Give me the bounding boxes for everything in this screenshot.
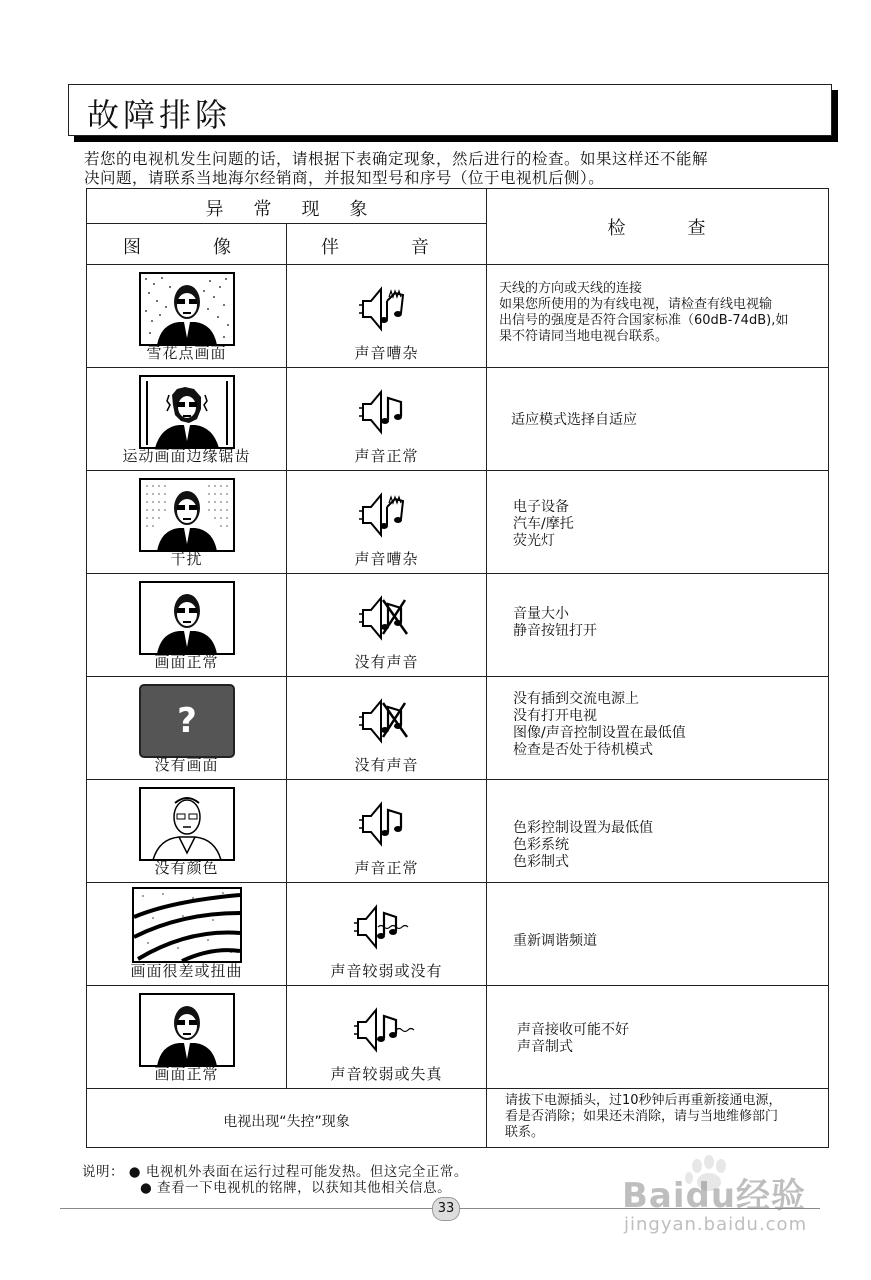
check-item: 色彩制式: [513, 854, 569, 870]
table-row: [87, 883, 829, 986]
picture-label: 雪花点画面: [146, 344, 227, 362]
troubleshooting-table: [86, 188, 829, 1148]
sound-label: 声音嘈杂: [354, 550, 419, 568]
check-cell: [487, 677, 829, 780]
check-list: [513, 933, 597, 950]
check-item: 检查是否处于待机模式: [513, 742, 653, 758]
header-abnormal-label: 异常现象: [205, 199, 398, 220]
watermark-url: jingyan.baidu.com: [624, 1214, 808, 1235]
check-item: 色彩控制设置为最低值: [513, 820, 653, 836]
picture-label: 画面正常: [154, 1065, 219, 1083]
check-cell: [487, 471, 829, 574]
sound-label: 声音正常: [354, 859, 419, 877]
dotted-face-icon: [139, 478, 235, 552]
page-title: 故障排除: [87, 96, 232, 134]
check-item: 看是否消除；如果还未消除，请与当地维修部门: [505, 1109, 779, 1124]
picture-cell: [87, 986, 287, 1089]
table-row: [87, 471, 829, 574]
check-item: 没有打开电视: [513, 708, 597, 724]
check-item: 出信号的强度是否符合国家标准（60dB-74dB),如: [499, 313, 789, 328]
sound-cell: [287, 986, 487, 1089]
normal-face-icon: [139, 993, 235, 1067]
picture-cell: [87, 677, 287, 780]
title-box: [68, 84, 832, 136]
header-picture: [87, 224, 287, 265]
distorted-stripes-icon: [132, 887, 242, 963]
table-row: [87, 368, 829, 471]
check-item: 重新调谐频道: [513, 933, 597, 949]
bullet-icon: ●: [140, 1180, 153, 1196]
noisy-speaker-icon: [357, 279, 417, 339]
check-item: 音量大小: [513, 606, 569, 622]
intro-line: 若您的电视机发生问题的话，请根据下表确定现象，然后进行的检查。如果这样还不能解: [84, 150, 709, 168]
check-item: 没有插到交流电源上: [513, 691, 639, 707]
header-picture-label: 图 像: [123, 237, 231, 258]
table-row: [87, 574, 829, 677]
check-item: 电子设备: [513, 499, 569, 515]
muted-speaker-icon: [357, 691, 417, 751]
picture-label: 没有画面: [154, 756, 219, 774]
picture-label: 画面很差或扭曲: [130, 962, 243, 980]
sound-label: 声音较弱或没有: [330, 962, 443, 980]
check-item: 天线的方向或天线的连接: [499, 281, 643, 296]
symptom-label: 电视出现“失控”现象: [223, 1114, 350, 1130]
table-row: [87, 677, 829, 780]
check-cell: [487, 883, 829, 986]
sound-label: 没有声音: [354, 756, 419, 774]
header-sound: [287, 224, 487, 265]
jagged-face-icon: [139, 375, 235, 449]
picture-cell: [87, 574, 287, 677]
picture-cell: [87, 368, 287, 471]
check-cell: [487, 574, 829, 677]
picture-cell: [87, 883, 287, 986]
sound-cell: [287, 368, 487, 471]
check-item: 请拔下电源插头，过10秒钟后再重新接通电源，: [505, 1093, 782, 1108]
sound-label: 声音嘈杂: [354, 344, 419, 362]
check-cell: [487, 780, 829, 883]
check-item: 果不符请同当地电视台联系。: [499, 329, 669, 344]
sound-cell: [287, 780, 487, 883]
table-row: [87, 780, 829, 883]
bullet-icon: ●: [128, 1164, 142, 1180]
check-item: 声音接收可能不好: [517, 1022, 629, 1038]
table-row: [87, 265, 829, 368]
sound-cell: [287, 471, 487, 574]
weak-speaker-icon: [352, 897, 422, 957]
question-screen-icon: [139, 684, 235, 758]
check-cell: [487, 265, 829, 368]
svg-text:?: ?: [176, 701, 197, 741]
check-item: 图像/声音控制设置在最低值: [513, 725, 686, 741]
sound-cell: [287, 883, 487, 986]
check-list: [513, 820, 653, 871]
picture-cell: [87, 471, 287, 574]
notes-label: 说明：: [82, 1164, 124, 1180]
notes: [82, 1164, 468, 1196]
check-list: [511, 412, 637, 429]
check-item: 如果您所使用的为有线电视，请检查有线电视输: [499, 297, 773, 312]
intro-line: 决问题，请联系当地海尔经销商，并报知型号和序号（位于电视机后侧）。: [84, 169, 605, 187]
header-sound-label: 伴 音: [321, 237, 429, 258]
header-abnormal: [87, 189, 487, 224]
check-item: 荧光灯: [513, 533, 555, 549]
header-check-label: 检 查: [607, 217, 708, 239]
speaker-note-icon: [357, 794, 417, 854]
sound-cell: [287, 265, 487, 368]
check-list: [513, 499, 574, 550]
sound-cell: [287, 574, 487, 677]
speaker-note-icon: [357, 382, 417, 442]
picture-label: 运动画面边缘锯齿: [122, 447, 251, 465]
outline-face-icon: [139, 787, 235, 861]
check-item: 联系。: [505, 1125, 545, 1140]
check-list: [513, 691, 686, 759]
picture-label: 画面正常: [154, 653, 219, 671]
check-list: [517, 1022, 629, 1056]
check-list: [513, 606, 597, 640]
check-cell: [487, 986, 829, 1089]
check-list: [505, 1093, 782, 1141]
noisy-speaker-icon: [357, 485, 417, 545]
sound-label: 没有声音: [354, 653, 419, 671]
sound-cell: [287, 677, 487, 780]
weak-speaker-icon: [352, 1000, 422, 1060]
picture-cell: [87, 780, 287, 883]
check-cell: [487, 1089, 829, 1148]
note-item: 电视机外表面在运行过程可能发热。但这完全正常。: [145, 1164, 468, 1180]
picture-cell: [87, 265, 287, 368]
check-item: 适应模式选择自适应: [511, 412, 637, 428]
header-check: [487, 189, 829, 265]
check-item: 汽车/摩托: [513, 516, 574, 532]
check-list: [499, 281, 788, 345]
page-number: 33: [432, 1197, 460, 1221]
check-cell: [487, 368, 829, 471]
picture-label: 没有颜色: [154, 859, 219, 877]
normal-face-icon: [139, 581, 235, 655]
intro-text: [84, 150, 829, 188]
sound-label: 声音正常: [354, 447, 419, 465]
watermark-brand: Baidu经验: [622, 1176, 807, 1216]
table-row: [87, 1089, 829, 1148]
muted-speaker-icon: [357, 588, 417, 648]
sound-label: 声音较弱或失真: [330, 1065, 443, 1083]
check-item: 声音制式: [517, 1039, 573, 1055]
picture-label: 干扰: [170, 550, 203, 568]
note-item: 查看一下电视机的铭牌，以获知其他相关信息。: [157, 1180, 452, 1196]
snowy-face-icon: [139, 272, 235, 346]
check-item: 静音按钮打开: [513, 623, 597, 639]
table-row: [87, 986, 829, 1089]
symptom-cell: [87, 1089, 487, 1148]
check-item: 色彩系统: [513, 837, 569, 853]
